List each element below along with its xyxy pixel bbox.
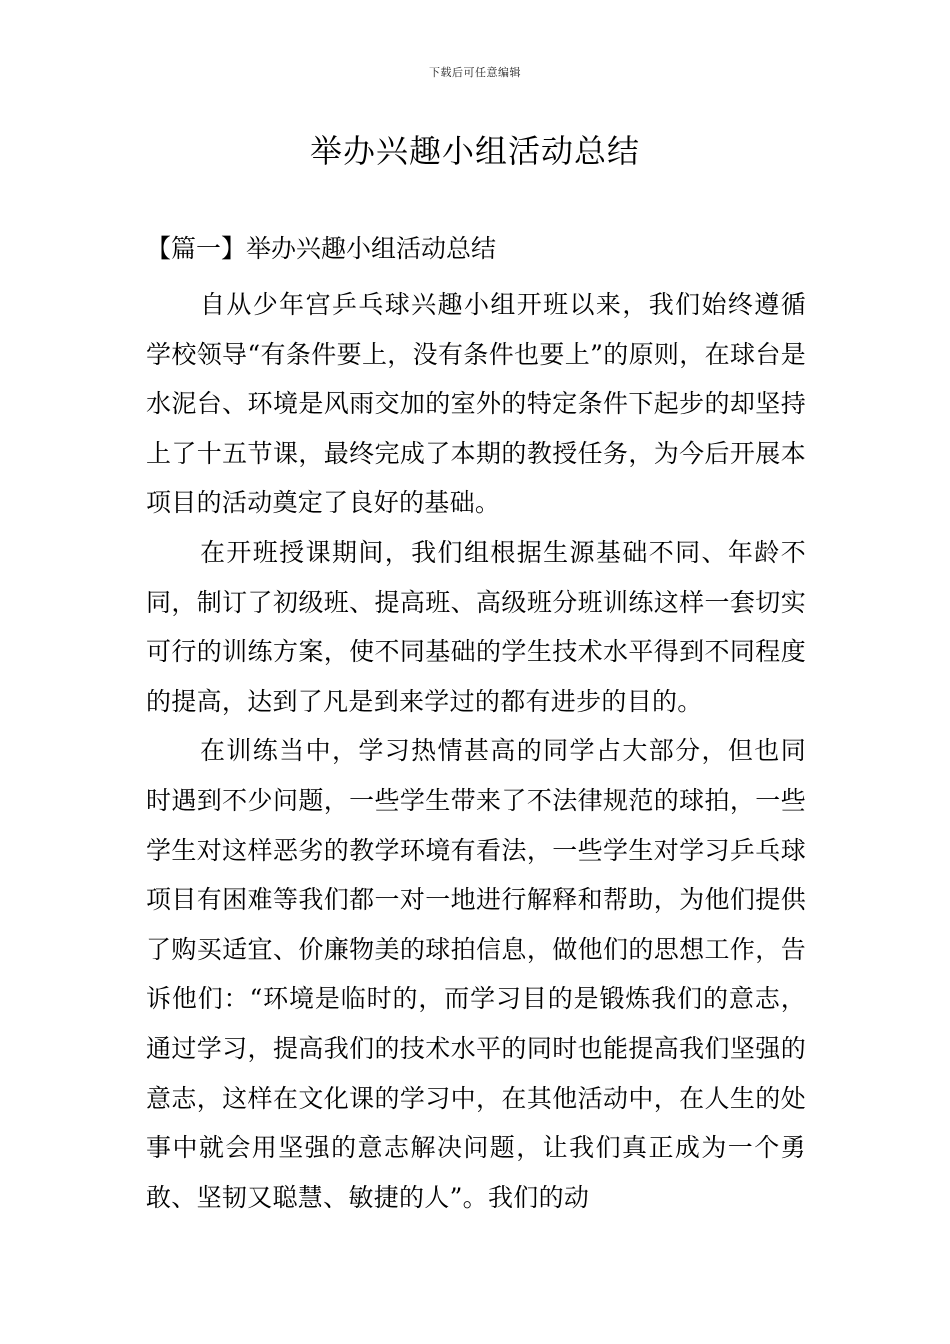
paragraph: 在开班授课期间，我们组根据生源基础不同、年龄不同，制订了初级班、提高班、高级班分班训练这样一套切实可行的训练方案，使不同基础的学生技术水平得到不同程度的提高，达到了凡是到来学过的都有进步的目的。 bbox=[146, 537, 806, 716]
document-title: 举办兴趣小组活动总结 bbox=[309, 132, 640, 170]
section-heading: 【篇一】举办兴趣小组活动总结 bbox=[146, 234, 497, 263]
page-header-note: 下载后可任意编辑 bbox=[429, 66, 521, 79]
paragraph: 自从少年宫乒乓球兴趣小组开班以来，我们始终遵循学校领导“有条件要上，没有条件也要上”的原则，在球台是水泥台、环境是风雨交加的室外的特定条件下起步的却坚持上了十五节课，最终完成了本期的教授任务，为今后开展本项目的活动奠定了良好的基础。 bbox=[146, 290, 806, 518]
paragraph: 在训练当中，学习热情甚高的同学占大部分，但也同时遇到不少问题，一些学生带来了不法律规范的球拍，一些学生对这样恶劣的教学环境有看法，一些学生对学习乒乓球项目有困难等我们都一对一地进行解释和帮助，为他们提供了购买适宜、价廉物美的球拍信息，做他们的思想工作，告诉他们：“环境是临时的，而学习目的是锻炼我们的意志，通过学习，提高我们的技术水平的同时也能提高我们坚强的意志，这样在文化课的学习中，在其他活动中，在人生的处事中就会用坚强的意志解决问题，让我们真正成为一个勇敢、坚韧又聪慧、敏捷的人”。我们的动 bbox=[146, 736, 806, 1212]
body-text bbox=[146, 280, 806, 1222]
